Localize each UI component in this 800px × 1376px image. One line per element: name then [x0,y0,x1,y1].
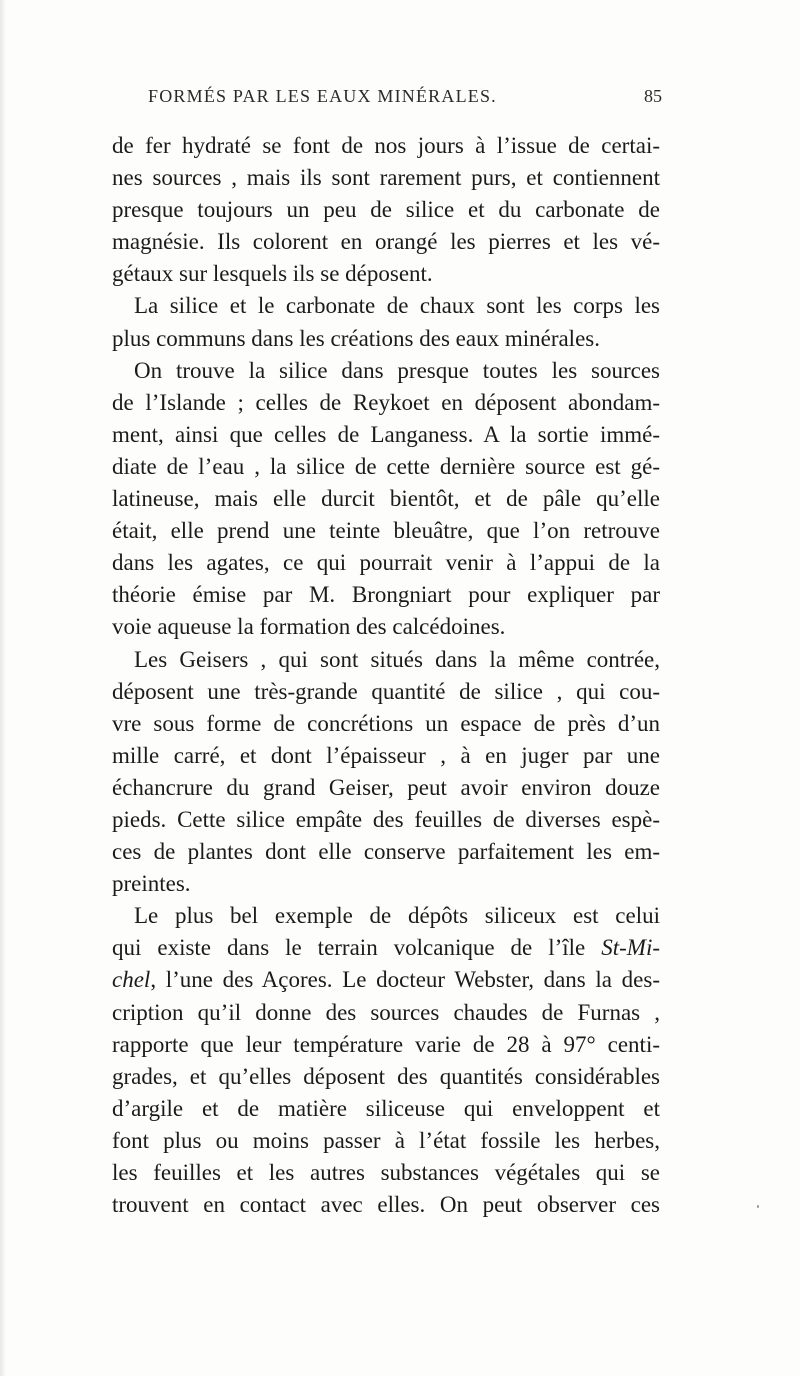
text-line: théorie émise par M. Brongniart pour expliquer par [112,582,660,608]
italic-place-name: St-Mi- [601,935,660,961]
text-line: vre sous forme de concrétions un espace de près d’un [112,710,660,736]
text-line: nes sources , mais ils sont rarement purs, et contiennent [112,165,660,191]
text-line: d’argile et de matière siliceuse qui enveloppent et [112,1095,660,1121]
running-title: FORMÉS PAR LES EAUX MINÉRALES. [148,86,497,106]
text-line: voie aqueuse la formation des calcédoines. [112,614,506,640]
running-header [148,86,662,107]
text-line-rest: , l’une des Açores. Le docteur Webster, dans la des- [150,967,660,993]
text-line: La silice et le carbonate de chaux sont les corps les [134,293,660,319]
text-line: latineuse, mais elle durcit bientôt, et de pâle qu’elle [112,486,660,512]
text-line-with-italic [112,932,660,964]
text-line: de fer hydraté se font de nos jours à l’issue de certai- [112,133,660,158]
text-line: magnésie. Ils colorent en orangé les pierres et les vé- [112,229,660,255]
text-line: trouvent en contact avec elles. On peut observer ces [112,1192,660,1218]
text-line: diate de l’eau , la silice de cette dernière source est gé- [112,453,660,479]
text-line: Le plus bel exemple de dépôts siliceux est celui [134,903,660,929]
text-line: de l’Islande ; celles de Reykoet en déposent abondam- [112,389,660,415]
paper-speck [757,1205,759,1208]
text-line: était, elle prend une teinte bleuâtre, que l’on retrouve [112,518,660,544]
text-line: rapporte que leur température varie de 28 à 97° centi- [112,1031,660,1057]
text-line [112,964,660,996]
text-line: font plus ou moins passer à l’état fossile les herbes, [112,1127,660,1153]
text-line: ment, ainsi que celles de Langaness. A la sortie immé- [112,421,660,447]
text-line: gétaux sur lesquels ils se déposent. [112,261,433,287]
text-line: Les Geisers , qui sont situés dans la même contrée, [134,646,660,672]
italic-place-name-end: chel [112,967,151,993]
page-edge-shadow [0,0,6,1376]
body-text [112,130,660,1221]
text-line: grades, et qu’elles déposent des quantités considérables [112,1063,660,1089]
text-line: On trouve la silice dans presque toutes les sources [134,357,660,383]
page-number: 85 [644,86,662,106]
text-line: mille carré, et dont l’épaisseur , à en juger par une [112,742,660,768]
text-line: preintes. [112,871,191,897]
text-line: les feuilles et les autres substances végétales qui se [112,1160,660,1185]
text-line: déposent une très-grande quantité de silice , qui cou- [112,678,660,704]
text-line: cription qu’il donne des sources chaudes de Furnas , [112,999,660,1025]
text-line: plus communs dans les créations des eaux minérales. [112,325,600,351]
text-line: presque toujours un peu de silice et du carbonate de [112,197,660,223]
text-line: pieds. Cette silice empâte des feuilles de diverses espè- [112,806,660,832]
text-line: dans les agates, ce qui pourrait venir à l’appui de la [112,550,660,576]
text-line: ces de plantes dont elle conserve parfaitement les em- [112,839,660,865]
text-line-start: qui existe dans le terrain volcanique de l’île [112,935,602,961]
text-line: échancrure du grand Geiser, peut avoir environ douze [112,774,660,800]
